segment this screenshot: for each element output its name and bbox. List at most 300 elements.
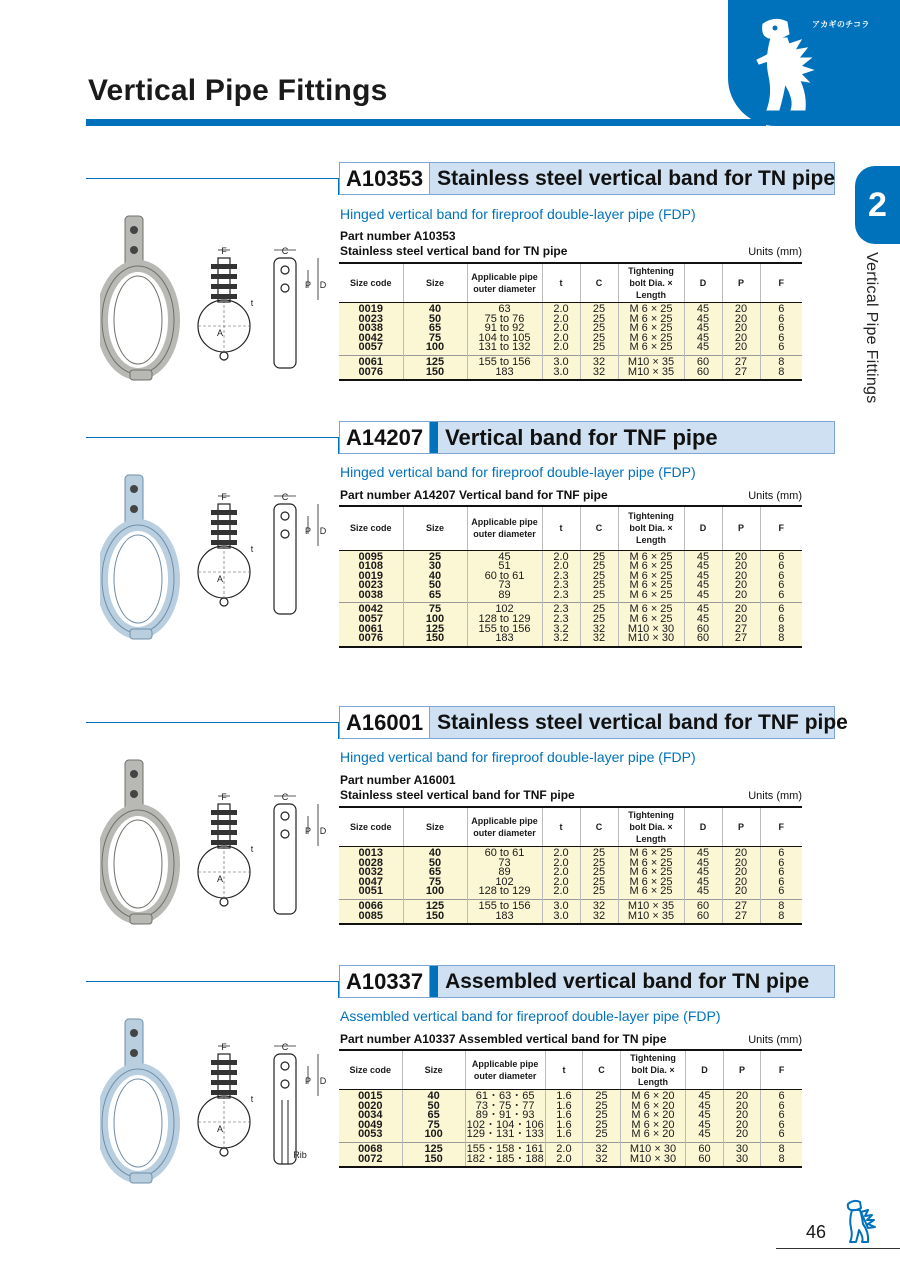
- cell-value: 51: [498, 560, 511, 573]
- table-cell-f: [760, 550, 802, 603]
- table-cell-p: [722, 550, 760, 603]
- cell-value: 27: [734, 365, 748, 378]
- table-cell-bolt: [618, 303, 684, 356]
- chapter-tab: 2: [855, 166, 900, 244]
- table-cell-diameter: [465, 1142, 545, 1167]
- section-product-code: A16001: [340, 707, 430, 738]
- drawing-label-t: t: [250, 844, 254, 854]
- cell-value: 25: [592, 885, 606, 898]
- drawing-label-d: D: [319, 526, 327, 536]
- column-header: P: [722, 807, 760, 847]
- section-subtitle: Hinged vertical band for fireproof double-layer pipe (FDP): [340, 749, 696, 765]
- cell-value: 8: [778, 622, 785, 635]
- cell-value: 32: [592, 355, 606, 368]
- cell-value: 25: [595, 1099, 608, 1112]
- table-cell-p: [722, 899, 760, 924]
- table-cell-size: [403, 847, 467, 900]
- table-cell-d: [684, 303, 722, 356]
- column-header: Size code: [339, 506, 403, 550]
- spec-table: [339, 1049, 802, 1168]
- table-cell-d: [686, 1142, 723, 1167]
- cell-value: 20: [735, 1090, 749, 1102]
- table-cell-p: [723, 1090, 760, 1143]
- cell-value: M 6 × 25: [629, 322, 673, 335]
- table-cell-p: [722, 355, 760, 380]
- drawing-label-rib: Rib: [293, 1150, 307, 1160]
- cell-value: 0020: [358, 1099, 383, 1112]
- cell-value: M 6 × 25: [629, 856, 673, 869]
- cell-value: M 6 × 20: [631, 1099, 675, 1112]
- cell-value: 32: [592, 365, 606, 378]
- cell-value: 25: [592, 579, 606, 592]
- cell-value: 45: [698, 1099, 711, 1112]
- drawing-label-c: C: [281, 246, 289, 256]
- column-header: t: [542, 807, 580, 847]
- cell-value: 8: [778, 1142, 785, 1155]
- page-title: Vertical Pipe Fittings: [88, 74, 388, 107]
- cell-value: 0061: [358, 355, 383, 368]
- cell-value: 20: [735, 1128, 749, 1141]
- dimension-drawing: [196, 1040, 331, 1180]
- cell-value: 20: [734, 866, 748, 879]
- column-header: D: [686, 1050, 723, 1090]
- cell-value: 1.6: [556, 1109, 572, 1122]
- cell-value: 30: [428, 560, 442, 573]
- table-cell-code: [339, 899, 403, 924]
- cell-value: 6: [778, 588, 785, 601]
- table-cell-code: [339, 847, 403, 900]
- cell-value: 27: [734, 909, 748, 922]
- cell-value: 65: [428, 322, 442, 335]
- cell-value: 0072: [358, 1152, 383, 1165]
- spec-table: [339, 262, 802, 381]
- drawing-label-t: t: [250, 298, 254, 308]
- table-cell-diameter: [467, 303, 542, 356]
- cell-value: 20: [734, 569, 748, 582]
- cell-value: 0057: [358, 341, 383, 354]
- cell-value: 131 to 132: [478, 341, 531, 354]
- cell-value: 182・185・188: [466, 1152, 544, 1165]
- section-product-name: Assembled vertical band for TN pipe: [445, 970, 810, 993]
- cell-value: 155 to 156: [478, 899, 531, 912]
- part-number-line: Part number A10353: [340, 229, 456, 243]
- table-cell-d: [684, 899, 722, 924]
- cell-value: 60: [696, 365, 710, 378]
- cell-value: 20: [734, 579, 748, 592]
- section-leader-line: [86, 437, 339, 438]
- cell-value: 25: [592, 588, 606, 601]
- table-cell-d: [684, 603, 722, 647]
- table-cell-t: [545, 1090, 583, 1143]
- column-header: P: [722, 263, 760, 303]
- cell-value: 6: [778, 550, 785, 563]
- cell-value: 25: [595, 1109, 608, 1122]
- cell-value: M 6 × 20: [631, 1090, 675, 1102]
- cell-value: 25: [592, 569, 606, 582]
- cell-value: 25: [428, 550, 442, 563]
- cell-value: 100: [424, 1128, 443, 1141]
- cell-value: 150: [425, 365, 445, 378]
- cell-value: 25: [595, 1118, 608, 1131]
- drawing-label-p: P: [304, 826, 312, 836]
- table-cell-code: [339, 1142, 402, 1167]
- cell-value: 183: [495, 365, 514, 378]
- column-header: t: [542, 506, 580, 550]
- cell-value: 6: [778, 1109, 785, 1122]
- cell-value: 0015: [358, 1090, 383, 1102]
- cell-value: 102: [495, 603, 514, 616]
- dimension-drawing: [196, 244, 331, 384]
- section-heading-bar: [430, 966, 438, 997]
- table-cell-size: [402, 1090, 465, 1143]
- cell-value: 6: [778, 1128, 785, 1141]
- cell-value: M10 × 30: [627, 622, 675, 635]
- table-cell-c: [580, 355, 618, 380]
- cell-value: 25: [592, 875, 606, 888]
- table-cell-code: [339, 1090, 402, 1143]
- cell-value: 0068: [358, 1142, 383, 1155]
- cell-value: 20: [735, 1118, 749, 1131]
- cell-value: 89: [498, 866, 511, 879]
- title-underline: [86, 119, 766, 126]
- cell-value: 2.3: [553, 579, 569, 592]
- table-cell-size: [403, 603, 467, 647]
- cell-value: 0085: [358, 909, 383, 922]
- table-cell-c: [580, 550, 618, 603]
- section-product-name: Stainless steel vertical band for TN pipe: [437, 167, 836, 190]
- section-heading: [339, 162, 835, 195]
- section-product-code: A10353: [340, 163, 430, 194]
- column-header: Size code: [339, 1050, 402, 1090]
- cell-value: 100: [425, 613, 445, 626]
- table-cell-diameter: [467, 550, 542, 603]
- cell-value: 60: [696, 355, 710, 368]
- chapter-label: Vertical Pipe Fittings: [863, 252, 880, 404]
- table-cell-t: [542, 355, 580, 380]
- cell-value: 1.6: [556, 1118, 572, 1131]
- section-heading: [339, 421, 835, 454]
- cell-value: 45: [696, 322, 710, 335]
- cell-value: 45: [696, 613, 710, 626]
- cell-value: M 6 × 25: [629, 588, 673, 601]
- cell-value: 25: [592, 322, 606, 335]
- table-cell-t: [542, 550, 580, 603]
- cell-value: 20: [734, 885, 748, 898]
- section-leader-line: [86, 178, 339, 179]
- table-cell-f: [760, 847, 802, 900]
- cell-value: 6: [778, 303, 785, 315]
- cell-value: 8: [778, 632, 785, 645]
- cell-value: 91 to 92: [484, 322, 525, 335]
- cell-value: M 6 × 25: [629, 885, 673, 898]
- cell-value: 183: [495, 632, 514, 645]
- cell-value: 65: [427, 1109, 440, 1122]
- cell-value: 20: [734, 603, 748, 616]
- cell-value: 183: [495, 909, 514, 922]
- cell-value: 50: [428, 312, 442, 325]
- cell-value: M10 × 35: [627, 355, 675, 368]
- cell-value: 6: [778, 866, 785, 879]
- column-header: C: [580, 263, 618, 303]
- cell-value: 73: [498, 579, 511, 592]
- cell-value: 0019: [358, 569, 383, 582]
- cell-value: 65: [428, 866, 442, 879]
- table-row-group: [339, 603, 802, 647]
- cell-value: M10 × 30: [629, 1152, 677, 1165]
- cell-value: 0053: [358, 1128, 383, 1141]
- cell-value: 6: [778, 1118, 785, 1131]
- column-header: Tightening bolt Dia. × Length: [618, 263, 684, 303]
- drawing-label-a: A: [216, 328, 224, 338]
- table-header-row: [339, 1050, 802, 1090]
- cell-value: 25: [592, 331, 606, 344]
- drawing-label-t: t: [250, 544, 254, 554]
- cell-value: 25: [592, 550, 606, 563]
- cell-value: 102: [495, 875, 514, 888]
- cell-value: 20: [734, 560, 748, 573]
- drawing-label-c: C: [281, 792, 289, 802]
- cell-value: 155 to 156: [478, 355, 531, 368]
- column-header: D: [684, 506, 722, 550]
- column-header: P: [722, 506, 760, 550]
- drawing-label-d: D: [319, 1076, 327, 1086]
- table-cell-f: [761, 1090, 802, 1143]
- table-cell-d: [684, 355, 722, 380]
- cell-value: 1.6: [556, 1099, 572, 1112]
- cell-value: 30: [735, 1142, 749, 1155]
- cell-value: M 6 × 20: [631, 1109, 675, 1122]
- table-cell-size: [403, 303, 467, 356]
- cell-value: 65: [428, 588, 442, 601]
- cell-value: 20: [734, 847, 748, 859]
- cell-value: 61・63・65: [475, 1090, 535, 1102]
- cell-value: 75 to 76: [484, 312, 525, 325]
- cell-value: M 6 × 25: [629, 866, 673, 879]
- cell-value: 32: [592, 632, 606, 645]
- cell-value: 25: [592, 303, 606, 315]
- cell-value: 45: [696, 579, 710, 592]
- column-header: Tightening bolt Dia. × Length: [620, 1050, 686, 1090]
- cell-value: 0108: [358, 560, 383, 573]
- column-header: F: [760, 263, 802, 303]
- table-cell-bolt: [618, 603, 684, 647]
- cell-value: 20: [735, 1109, 749, 1122]
- table-cell-code: [339, 355, 403, 380]
- cell-value: 45: [696, 847, 710, 859]
- column-header: Tightening bolt Dia. × Length: [618, 807, 684, 847]
- cell-value: 2.0: [553, 303, 569, 315]
- cell-value: 50: [428, 856, 442, 869]
- drawing-label-p: P: [304, 526, 312, 536]
- drawing-label-d: D: [319, 280, 327, 290]
- cell-value: 8: [778, 1152, 785, 1165]
- page-number: 46: [806, 1222, 827, 1242]
- drawing-label-c: C: [281, 1042, 289, 1052]
- table-cell-t: [542, 899, 580, 924]
- cell-value: 25: [592, 866, 606, 879]
- table-cell-size: [403, 550, 467, 603]
- column-header: Size code: [339, 263, 403, 303]
- section-subtitle: Hinged vertical band for fireproof double-layer pipe (FDP): [340, 206, 696, 222]
- cell-value: 40: [428, 847, 442, 859]
- cell-value: 89: [498, 588, 511, 601]
- cell-value: M10 × 35: [627, 899, 675, 912]
- section-leader-line: [86, 981, 339, 982]
- cell-value: 50: [427, 1099, 440, 1112]
- table-cell-f: [760, 899, 802, 924]
- table-row-group: [339, 303, 802, 356]
- table-cell-size: [402, 1142, 465, 1167]
- section-product-code: A10337: [340, 966, 430, 997]
- cell-value: 60: [696, 622, 710, 635]
- cell-value: M 6 × 25: [629, 579, 673, 592]
- cell-value: 20: [734, 856, 748, 869]
- section-heading-bar: [430, 422, 438, 453]
- drawing-label-a: A: [216, 874, 224, 884]
- table-cell-bolt: [620, 1142, 686, 1167]
- cell-value: 40: [427, 1090, 440, 1102]
- section-product-name: Vertical band for TNF pipe: [445, 425, 718, 450]
- table-cell-diameter: [467, 355, 542, 380]
- column-header: C: [580, 506, 618, 550]
- cell-value: 102・104・106: [466, 1118, 544, 1131]
- cell-value: 6: [778, 885, 785, 898]
- cell-value: 45: [698, 1128, 711, 1141]
- drawing-label-f: F: [221, 246, 227, 256]
- column-header: P: [723, 1050, 760, 1090]
- cell-value: 73・75・77: [475, 1099, 535, 1112]
- cell-value: 20: [734, 303, 748, 315]
- cell-value: M10 × 30: [627, 632, 675, 645]
- table-cell-size: [403, 899, 467, 924]
- cell-value: 3.2: [553, 632, 569, 645]
- cell-value: 0076: [358, 632, 383, 645]
- drawing-label-p: P: [304, 280, 312, 290]
- cell-value: 50: [428, 579, 442, 592]
- part-number-line: Part number A14207 Vertical band for TNF pipe: [340, 488, 608, 502]
- cell-value: 75: [428, 331, 442, 344]
- cell-value: M 6 × 20: [631, 1118, 675, 1131]
- cell-value: 128 to 129: [478, 885, 531, 898]
- table-cell-c: [580, 899, 618, 924]
- cell-value: 45: [698, 1090, 711, 1102]
- cell-value: 6: [778, 341, 785, 354]
- cell-value: 150: [425, 909, 445, 922]
- table-cell-bolt: [620, 1090, 686, 1143]
- cell-value: 6: [778, 1099, 785, 1112]
- table-cell-p: [722, 303, 760, 356]
- table-cell-f: [761, 1142, 802, 1167]
- cell-value: 2.3: [553, 569, 569, 582]
- section-heading: [339, 706, 848, 739]
- cell-value: 0095: [358, 550, 383, 563]
- cell-value: 128 to 129: [478, 613, 531, 626]
- cell-value: 0019: [358, 303, 383, 315]
- table-cell-code: [339, 603, 403, 647]
- cell-value: 0038: [358, 588, 383, 601]
- column-header: Applicable pipe outer diameter: [467, 506, 542, 550]
- cell-value: 20: [734, 875, 748, 888]
- cell-value: 20: [734, 550, 748, 563]
- cell-value: 40: [428, 569, 442, 582]
- spec-table: [339, 806, 802, 925]
- cell-value: 155・158・161: [466, 1142, 544, 1155]
- column-header: Size: [402, 1050, 465, 1090]
- column-header: t: [542, 263, 580, 303]
- cell-value: 0047: [358, 875, 383, 888]
- cell-value: 20: [734, 613, 748, 626]
- cell-value: 25: [595, 1128, 608, 1141]
- table-cell-t: [542, 603, 580, 647]
- cell-value: M 6 × 25: [629, 847, 673, 859]
- cell-value: 0034: [358, 1109, 383, 1122]
- table-cell-bolt: [618, 355, 684, 380]
- table-cell-d: [684, 550, 722, 603]
- table-row-group: [339, 355, 802, 380]
- drawing-label-a: A: [216, 1124, 224, 1134]
- cell-value: 6: [778, 322, 785, 335]
- cell-value: 45: [696, 603, 710, 616]
- cell-value: 0032: [358, 866, 383, 879]
- cell-value: 20: [734, 341, 748, 354]
- cell-value: 20: [735, 1099, 749, 1112]
- drawing-label-f: F: [221, 1042, 227, 1052]
- cell-value: M 6 × 25: [629, 875, 673, 888]
- drawing-label-a: A: [216, 574, 224, 584]
- cell-value: 8: [778, 355, 785, 368]
- cell-value: 45: [696, 341, 710, 354]
- dinosaur-mascot-icon: [745, 14, 829, 116]
- cell-value: 2.0: [553, 331, 569, 344]
- cell-value: 2.0: [556, 1152, 572, 1165]
- cell-value: 6: [778, 856, 785, 869]
- cell-value: 125: [425, 355, 445, 368]
- column-header: Size: [403, 263, 467, 303]
- column-header: C: [583, 1050, 620, 1090]
- table-cell-t: [545, 1142, 583, 1167]
- table-row-group: [339, 1090, 802, 1143]
- units-label: Units (mm): [748, 246, 802, 258]
- cell-value: M 6 × 25: [629, 569, 673, 582]
- cell-value: 6: [778, 579, 785, 592]
- cell-value: 0051: [358, 885, 383, 898]
- column-header: Size: [403, 506, 467, 550]
- cell-value: 125: [424, 1142, 443, 1155]
- cell-value: 2.0: [553, 341, 569, 354]
- table-cell-t: [542, 847, 580, 900]
- cell-value: 27: [734, 632, 748, 645]
- cell-value: 45: [696, 875, 710, 888]
- cell-value: 0042: [358, 331, 383, 344]
- column-header: F: [760, 807, 802, 847]
- table-cell-c: [580, 603, 618, 647]
- cell-value: 45: [696, 866, 710, 879]
- cell-value: 45: [698, 1109, 711, 1122]
- table-cell-size: [403, 355, 467, 380]
- cell-value: 150: [425, 632, 445, 645]
- cell-value: M10 × 35: [627, 365, 675, 378]
- vertical-band-photo: [100, 1015, 180, 1191]
- cell-value: 60: [698, 1152, 711, 1165]
- cell-value: 2.0: [553, 322, 569, 335]
- table-cell-c: [580, 847, 618, 900]
- cell-value: M 6 × 25: [629, 550, 673, 563]
- cell-value: M 6 × 25: [629, 331, 673, 344]
- cell-value: 60: [698, 1142, 711, 1155]
- cell-value: 6: [778, 1090, 785, 1102]
- table-cell-t: [542, 303, 580, 356]
- cell-value: 25: [595, 1090, 608, 1102]
